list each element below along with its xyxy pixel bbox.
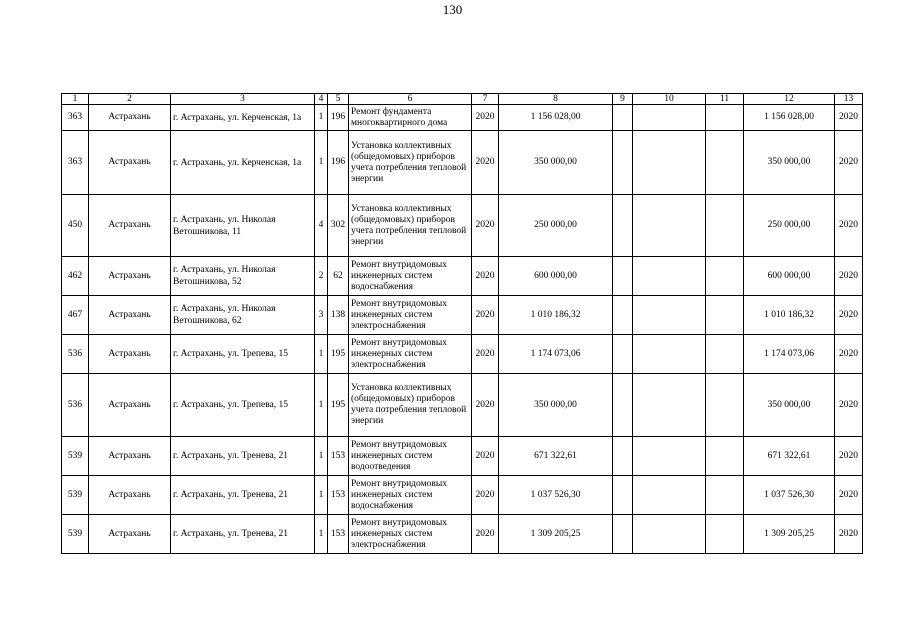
- cell-total: 1 010 186,32: [744, 296, 835, 335]
- cell-col4: 1: [315, 437, 328, 476]
- table-row: [62, 195, 863, 257]
- table-row: [62, 105, 863, 131]
- cell-col9: [613, 335, 633, 374]
- column-header: 3: [171, 94, 315, 105]
- cell-municipality: Астрахань: [89, 476, 171, 515]
- cell-col11: [706, 374, 744, 437]
- cell-address: г. Астрахань, ул. Трепева, 15: [171, 374, 315, 437]
- cell-cost: 1 010 186,32: [499, 296, 613, 335]
- table-row: [62, 296, 863, 335]
- column-header: 2: [89, 94, 171, 105]
- cell-col9: [613, 105, 633, 131]
- page-number: 130: [442, 2, 463, 17]
- cell-cost: 350 000,00: [499, 374, 613, 437]
- column-header: 10: [633, 94, 706, 105]
- cell-municipality: Астрахань: [89, 257, 171, 296]
- cell-end-year: 2020: [835, 335, 863, 374]
- cell-year: 2020: [472, 105, 499, 131]
- cell-end-year: 2020: [835, 296, 863, 335]
- cell-end-year: 2020: [835, 437, 863, 476]
- column-header: 8: [499, 94, 613, 105]
- cell-address: г. Астрахань, ул. Трепева, 15: [171, 335, 315, 374]
- cell-total: 250 000,00: [744, 195, 835, 257]
- cell-total: 1 309 205,25: [744, 515, 835, 554]
- cell-cost: 250 000,00: [499, 195, 613, 257]
- cell-col10: [633, 131, 706, 195]
- cell-col10: [633, 195, 706, 257]
- cell-cost: 671 322,61: [499, 437, 613, 476]
- cell-work-type: Установка коллективных (общедомовых) приборов учета потребления тепловой энергии: [349, 195, 472, 257]
- cell-end-year: 2020: [835, 476, 863, 515]
- cell-col5: 196: [328, 105, 349, 131]
- cell-id: 536: [62, 374, 89, 437]
- cell-col4: 2: [315, 257, 328, 296]
- cell-municipality: Астрахань: [89, 515, 171, 554]
- cell-total: 1 174 073,06: [744, 335, 835, 374]
- cell-col9: [613, 374, 633, 437]
- cell-work-type: Ремонт внутридомовых инженерных систем водоснабжения: [349, 257, 472, 296]
- cell-col4: 1: [315, 131, 328, 195]
- cell-col10: [633, 257, 706, 296]
- cell-col11: [706, 437, 744, 476]
- cell-work-type: Ремонт внутридомовых инженерных систем электроснабжения: [349, 515, 472, 554]
- cell-municipality: Астрахань: [89, 374, 171, 437]
- cell-col5: 153: [328, 515, 349, 554]
- cell-col9: [613, 131, 633, 195]
- cell-total: 350 000,00: [744, 131, 835, 195]
- cell-address: г. Астрахань, ул. Николая Ветошникова, 62: [171, 296, 315, 335]
- header-row: [62, 94, 863, 105]
- cell-end-year: 2020: [835, 374, 863, 437]
- cell-col5: 153: [328, 476, 349, 515]
- cell-col4: 1: [315, 105, 328, 131]
- cell-col10: [633, 515, 706, 554]
- cell-cost: 1 156 028,00: [499, 105, 613, 131]
- cell-id: 462: [62, 257, 89, 296]
- cell-id: 539: [62, 476, 89, 515]
- cell-year: 2020: [472, 335, 499, 374]
- cell-col5: 302: [328, 195, 349, 257]
- cell-end-year: 2020: [835, 105, 863, 131]
- cell-year: 2020: [472, 131, 499, 195]
- cell-address: г. Астрахань, ул. Тренева, 21: [171, 476, 315, 515]
- cell-end-year: 2020: [835, 131, 863, 195]
- cell-col9: [613, 437, 633, 476]
- cell-id: 539: [62, 515, 89, 554]
- column-header: 1: [62, 94, 89, 105]
- cell-col5: 138: [328, 296, 349, 335]
- cell-col10: [633, 437, 706, 476]
- cell-col4: 3: [315, 296, 328, 335]
- cell-address: г. Астрахань, ул. Керченская, 1а: [171, 105, 315, 131]
- cell-col5: 195: [328, 374, 349, 437]
- cell-col4: 1: [315, 335, 328, 374]
- cell-address: г. Астрахань, ул. Николая Ветошникова, 11: [171, 195, 315, 257]
- cell-work-type: Ремонт внутридомовых инженерных систем водоотведения: [349, 437, 472, 476]
- table-row: [62, 335, 863, 374]
- cell-col10: [633, 374, 706, 437]
- cell-year: 2020: [472, 476, 499, 515]
- cell-id: 536: [62, 335, 89, 374]
- cell-total: 1 037 526,30: [744, 476, 835, 515]
- cell-col9: [613, 515, 633, 554]
- cell-cost: 600 000,00: [499, 257, 613, 296]
- cell-col10: [633, 105, 706, 131]
- cell-address: г. Астрахань, ул. Николая Ветошникова, 52: [171, 257, 315, 296]
- cell-work-type: Ремонт фундамента многоквартирного дома: [349, 105, 472, 131]
- cell-col11: [706, 476, 744, 515]
- cell-work-type: Ремонт внутридомовых инженерных систем водоснабжения: [349, 476, 472, 515]
- table-row: [62, 374, 863, 437]
- cell-address: г. Астрахань, ул. Керченская, 1а: [171, 131, 315, 195]
- cell-cost: 1 309 205,25: [499, 515, 613, 554]
- cell-col11: [706, 257, 744, 296]
- cell-col11: [706, 195, 744, 257]
- cell-year: 2020: [472, 374, 499, 437]
- cell-work-type: Ремонт внутридомовых инженерных систем электроснабжения: [349, 335, 472, 374]
- column-header: 11: [706, 94, 744, 105]
- cell-total: 1 156 028,00: [744, 105, 835, 131]
- cell-col11: [706, 296, 744, 335]
- cell-end-year: 2020: [835, 195, 863, 257]
- table-row: [62, 476, 863, 515]
- cell-col4: 1: [315, 476, 328, 515]
- cell-col11: [706, 515, 744, 554]
- table-row: [62, 437, 863, 476]
- cell-municipality: Астрахань: [89, 437, 171, 476]
- cell-year: 2020: [472, 515, 499, 554]
- cell-id: 363: [62, 105, 89, 131]
- cell-col10: [633, 335, 706, 374]
- cell-total: 671 322,61: [744, 437, 835, 476]
- cell-municipality: Астрахань: [89, 105, 171, 131]
- table-row: [62, 515, 863, 554]
- cell-col10: [633, 476, 706, 515]
- cell-col11: [706, 105, 744, 131]
- cell-col5: 62: [328, 257, 349, 296]
- cell-address: г. Астрахань, ул. Тренева, 21: [171, 437, 315, 476]
- cell-col9: [613, 257, 633, 296]
- cell-col11: [706, 131, 744, 195]
- cell-work-type: Ремонт внутридомовых инженерных систем электроснабжения: [349, 296, 472, 335]
- table-row: [62, 257, 863, 296]
- cell-col9: [613, 296, 633, 335]
- cell-end-year: 2020: [835, 515, 863, 554]
- cell-id: 467: [62, 296, 89, 335]
- column-header: 6: [349, 94, 472, 105]
- column-header: 12: [744, 94, 835, 105]
- cell-address: г. Астрахань, ул. Тренева, 21: [171, 515, 315, 554]
- cell-cost: 1 174 073,06: [499, 335, 613, 374]
- cell-year: 2020: [472, 257, 499, 296]
- cell-col4: 1: [315, 515, 328, 554]
- cell-col9: [613, 195, 633, 257]
- cell-municipality: Астрахань: [89, 335, 171, 374]
- cell-year: 2020: [472, 296, 499, 335]
- cell-cost: 1 037 526,30: [499, 476, 613, 515]
- cell-year: 2020: [472, 195, 499, 257]
- cell-total: 350 000,00: [744, 374, 835, 437]
- column-header: 7: [472, 94, 499, 105]
- column-header: 13: [835, 94, 863, 105]
- cell-col5: 196: [328, 131, 349, 195]
- column-header: 9: [613, 94, 633, 105]
- cell-year: 2020: [472, 437, 499, 476]
- cell-col9: [613, 476, 633, 515]
- cell-municipality: Астрахань: [89, 195, 171, 257]
- registry-table: [61, 93, 863, 554]
- cell-col4: 1: [315, 374, 328, 437]
- cell-municipality: Астрахань: [89, 296, 171, 335]
- cell-col10: [633, 296, 706, 335]
- cell-col5: 153: [328, 437, 349, 476]
- cell-total: 600 000,00: [744, 257, 835, 296]
- cell-id: 450: [62, 195, 89, 257]
- table-row: [62, 131, 863, 195]
- cell-municipality: Астрахань: [89, 131, 171, 195]
- cell-col11: [706, 335, 744, 374]
- cell-work-type: Установка коллективных (общедомовых) приборов учета потребления тепловой энергии: [349, 131, 472, 195]
- column-header: 5: [328, 94, 349, 105]
- cell-col5: 195: [328, 335, 349, 374]
- cell-cost: 350 000,00: [499, 131, 613, 195]
- cell-id: 539: [62, 437, 89, 476]
- cell-col4: 4: [315, 195, 328, 257]
- column-header: 4: [315, 94, 328, 105]
- cell-work-type: Установка коллективных (общедомовых) приборов учета потребления тепловой энергии: [349, 374, 472, 437]
- cell-id: 363: [62, 131, 89, 195]
- cell-end-year: 2020: [835, 257, 863, 296]
